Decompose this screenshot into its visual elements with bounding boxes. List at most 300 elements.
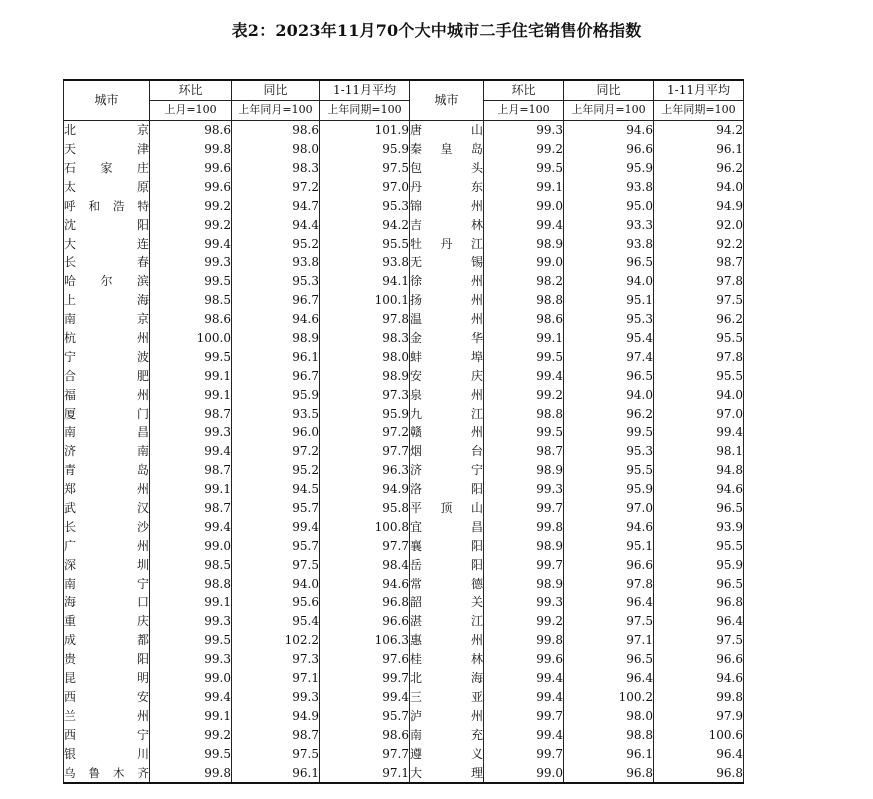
left-avg-cell: 97.6 [320,650,410,669]
left-avg-cell: 96.6 [320,612,410,631]
left-city-cell: 长 春 [64,253,150,272]
table-row [64,423,744,442]
left-yoy-cell: 96.7 [232,366,320,385]
table-row [64,612,744,631]
left-city-cell: 厦 门 [64,404,150,423]
right-mom-cell: 99.4 [484,215,564,234]
left-mom-cell: 99.4 [150,442,232,461]
right-yoy-cell: 96.5 [564,366,654,385]
left-yoy-cell: 96.0 [232,423,320,442]
left-city-cell: 成 都 [64,631,150,650]
left-mom-cell: 98.7 [150,499,232,518]
right-avg-cell: 98.7 [654,253,744,272]
left-avg-cell: 95.9 [320,404,410,423]
header-yoy: 同比 [564,80,654,100]
left-yoy-cell: 96.1 [232,347,320,366]
right-mom-cell: 98.9 [484,234,564,253]
left-yoy-cell: 94.4 [232,215,320,234]
left-yoy-cell: 94.5 [232,480,320,499]
table-row [64,310,744,329]
left-avg-cell: 93.8 [320,253,410,272]
left-city-cell: 杭 州 [64,329,150,348]
right-mom-cell: 99.0 [484,763,564,783]
right-mom-cell: 99.4 [484,366,564,385]
table-row [64,234,744,253]
left-avg-cell: 97.5 [320,159,410,178]
right-yoy-cell: 93.3 [564,215,654,234]
right-city-cell: 南 充 [410,725,484,744]
left-yoy-cell: 94.0 [232,574,320,593]
right-city-cell: 唐 山 [410,120,484,139]
header-avg: 1-11月平均 [320,80,410,100]
left-yoy-cell: 95.3 [232,272,320,291]
right-yoy-cell: 96.5 [564,650,654,669]
left-avg-cell: 94.6 [320,574,410,593]
right-avg-cell: 97.5 [654,291,744,310]
right-mom-cell: 99.3 [484,593,564,612]
right-mom-cell: 99.3 [484,120,564,139]
table-row [64,329,744,348]
right-yoy-cell: 96.6 [564,555,654,574]
left-avg-cell: 98.0 [320,347,410,366]
right-yoy-cell: 96.1 [564,744,654,763]
left-city-cell: 南 宁 [64,574,150,593]
right-city-cell: 大 理 [410,763,484,783]
right-city-cell: 安 庆 [410,366,484,385]
left-city-cell: 西 宁 [64,725,150,744]
right-avg-cell: 95.5 [654,366,744,385]
right-yoy-cell: 96.2 [564,404,654,423]
left-city-cell: 天 津 [64,140,150,159]
table-row [64,706,744,725]
right-avg-cell: 95.5 [654,329,744,348]
table-title: 表2：2023年11月70个大中城市二手住宅销售价格指数 [231,21,642,40]
right-mom-cell: 99.0 [484,253,564,272]
right-yoy-cell: 97.4 [564,347,654,366]
right-avg-cell: 96.2 [654,159,744,178]
right-city-cell: 徐 州 [410,272,484,291]
right-avg-cell: 97.8 [654,347,744,366]
left-yoy-cell: 102.2 [232,631,320,650]
right-mom-cell: 99.1 [484,177,564,196]
right-city-cell: 泉 州 [410,385,484,404]
right-avg-cell: 97.5 [654,631,744,650]
right-avg-cell: 93.9 [654,517,744,536]
left-yoy-cell: 97.5 [232,555,320,574]
left-yoy-cell: 95.4 [232,612,320,631]
left-mom-cell: 99.6 [150,177,232,196]
right-mom-cell: 99.5 [484,423,564,442]
right-city-cell: 蚌 埠 [410,347,484,366]
right-avg-cell: 92.2 [654,234,744,253]
table-row [64,159,744,178]
right-city-cell: 泸 州 [410,706,484,725]
left-city-cell: 呼和浩特 [64,196,150,215]
table-row [64,763,744,783]
header-city: 城市 [64,80,150,120]
right-city-cell: 赣 州 [410,423,484,442]
right-mom-cell: 99.4 [484,725,564,744]
left-yoy-cell: 97.5 [232,744,320,763]
left-city-cell: 重 庆 [64,612,150,631]
right-yoy-cell: 93.8 [564,177,654,196]
table-row [64,574,744,593]
right-mom-cell: 99.0 [484,196,564,215]
left-avg-cell: 98.9 [320,366,410,385]
right-yoy-cell: 95.1 [564,536,654,555]
left-mom-cell: 98.6 [150,310,232,329]
left-yoy-cell: 98.7 [232,725,320,744]
right-city-cell: 牡丹江 [410,234,484,253]
table-row [64,291,744,310]
right-city-cell: 三 亚 [410,688,484,707]
left-avg-cell: 94.2 [320,215,410,234]
right-mom-cell: 98.8 [484,404,564,423]
left-avg-cell: 95.9 [320,140,410,159]
left-mom-cell: 99.5 [150,744,232,763]
left-avg-cell: 97.1 [320,763,410,783]
left-yoy-cell: 95.7 [232,499,320,518]
right-mom-cell: 99.6 [484,650,564,669]
left-mom-cell: 99.1 [150,385,232,404]
left-yoy-cell: 97.2 [232,177,320,196]
left-mom-cell: 98.5 [150,555,232,574]
left-mom-cell: 99.0 [150,536,232,555]
right-city-cell: 九 江 [410,404,484,423]
table-row [64,688,744,707]
right-mom-cell: 99.7 [484,499,564,518]
left-city-cell: 海 口 [64,593,150,612]
header-mom: 环比 [150,80,232,100]
right-yoy-cell: 96.4 [564,669,654,688]
right-avg-cell: 94.9 [654,196,744,215]
right-avg-cell: 96.5 [654,574,744,593]
table-row [64,461,744,480]
right-avg-cell: 100.6 [654,725,744,744]
table-row [64,593,744,612]
right-avg-cell: 96.6 [654,650,744,669]
right-mom-cell: 99.5 [484,159,564,178]
right-yoy-cell: 95.3 [564,310,654,329]
right-yoy-cell: 94.0 [564,385,654,404]
right-yoy-cell: 95.5 [564,461,654,480]
table-row [64,744,744,763]
left-avg-cell: 98.3 [320,329,410,348]
right-yoy-cell: 100.2 [564,688,654,707]
left-yoy-cell: 97.2 [232,442,320,461]
header-avg-base: 上年同期=100 [654,100,744,120]
right-mom-cell: 99.4 [484,688,564,707]
left-avg-cell: 96.3 [320,461,410,480]
right-avg-cell: 98.1 [654,442,744,461]
left-yoy-cell: 97.1 [232,669,320,688]
right-mom-cell: 99.7 [484,555,564,574]
right-mom-cell: 98.9 [484,461,564,480]
left-avg-cell: 95.3 [320,196,410,215]
header-city: 城市 [410,80,484,120]
right-mom-cell: 99.8 [484,631,564,650]
right-city-cell: 岳 阳 [410,555,484,574]
right-mom-cell: 98.8 [484,291,564,310]
left-mom-cell: 99.5 [150,631,232,650]
right-yoy-cell: 94.6 [564,517,654,536]
right-avg-cell: 94.0 [654,385,744,404]
right-city-cell: 吉 林 [410,215,484,234]
right-avg-cell: 94.0 [654,177,744,196]
left-avg-cell: 95.5 [320,234,410,253]
left-avg-cell: 106.3 [320,631,410,650]
left-yoy-cell: 98.3 [232,159,320,178]
table-header [64,80,744,120]
right-city-cell: 金 华 [410,329,484,348]
left-mom-cell: 99.8 [150,140,232,159]
right-city-cell: 烟 台 [410,442,484,461]
right-city-cell: 韶 关 [410,593,484,612]
table-row [64,499,744,518]
left-avg-cell: 98.4 [320,555,410,574]
right-city-cell: 湛 江 [410,612,484,631]
left-mom-cell: 99.1 [150,480,232,499]
right-mom-cell: 99.4 [484,669,564,688]
left-city-cell: 深 圳 [64,555,150,574]
left-city-cell: 贵 阳 [64,650,150,669]
right-city-cell: 锦 州 [410,196,484,215]
left-yoy-cell: 98.6 [232,120,320,139]
table-row [64,669,744,688]
left-avg-cell: 94.1 [320,272,410,291]
left-yoy-cell: 99.3 [232,688,320,707]
header-avg: 1-11月平均 [654,80,744,100]
right-yoy-cell: 94.0 [564,272,654,291]
left-city-cell: 宁 波 [64,347,150,366]
right-city-cell: 宜 昌 [410,517,484,536]
right-yoy-cell: 95.0 [564,196,654,215]
right-mom-cell: 99.7 [484,744,564,763]
left-yoy-cell: 95.7 [232,536,320,555]
right-yoy-cell: 97.8 [564,574,654,593]
left-city-cell: 福 州 [64,385,150,404]
left-city-cell: 广 州 [64,536,150,555]
left-avg-cell: 97.3 [320,385,410,404]
right-city-cell: 扬 州 [410,291,484,310]
table-row [64,366,744,385]
right-yoy-cell: 95.3 [564,442,654,461]
left-yoy-cell: 99.4 [232,517,320,536]
left-city-cell: 武 汉 [64,499,150,518]
left-avg-cell: 95.8 [320,499,410,518]
left-mom-cell: 99.2 [150,215,232,234]
left-avg-cell: 95.7 [320,706,410,725]
right-avg-cell: 96.1 [654,140,744,159]
left-mom-cell: 99.3 [150,650,232,669]
table-row [64,347,744,366]
left-city-cell: 济 南 [64,442,150,461]
right-yoy-cell: 96.4 [564,593,654,612]
left-mom-cell: 99.1 [150,366,232,385]
right-city-cell: 桂 林 [410,650,484,669]
header-avg-base: 上年同期=100 [320,100,410,120]
left-avg-cell: 98.6 [320,725,410,744]
right-mom-cell: 98.2 [484,272,564,291]
left-city-cell: 青 岛 [64,461,150,480]
header-mom-base: 上月=100 [484,100,564,120]
right-city-cell: 济 宁 [410,461,484,480]
left-city-cell: 北 京 [64,120,150,139]
right-avg-cell: 99.4 [654,423,744,442]
right-mom-cell: 99.2 [484,140,564,159]
left-yoy-cell: 93.8 [232,253,320,272]
left-mom-cell: 99.1 [150,593,232,612]
right-avg-cell: 96.2 [654,310,744,329]
left-city-cell: 沈 阳 [64,215,150,234]
right-avg-cell: 96.5 [654,499,744,518]
left-yoy-cell: 96.1 [232,763,320,783]
left-avg-cell: 97.7 [320,744,410,763]
left-city-cell: 石家庄 [64,159,150,178]
left-city-cell: 西 安 [64,688,150,707]
left-mom-cell: 99.5 [150,272,232,291]
left-mom-cell: 99.2 [150,725,232,744]
left-yoy-cell: 93.5 [232,404,320,423]
left-yoy-cell: 94.9 [232,706,320,725]
right-yoy-cell: 97.5 [564,612,654,631]
left-mom-cell: 98.8 [150,574,232,593]
left-yoy-cell: 95.2 [232,461,320,480]
table-row [64,253,744,272]
right-city-cell: 包 头 [410,159,484,178]
right-city-cell: 常 德 [410,574,484,593]
right-mom-cell: 99.8 [484,517,564,536]
left-city-cell: 银 川 [64,744,150,763]
left-avg-cell: 96.8 [320,593,410,612]
right-yoy-cell: 93.8 [564,234,654,253]
right-avg-cell: 94.6 [654,480,744,499]
right-avg-cell: 97.0 [654,404,744,423]
right-city-cell: 丹 东 [410,177,484,196]
right-yoy-cell: 97.0 [564,499,654,518]
right-mom-cell: 98.9 [484,536,564,555]
left-mom-cell: 99.8 [150,763,232,783]
left-avg-cell: 97.0 [320,177,410,196]
right-avg-cell: 99.8 [654,688,744,707]
header-yoy-base: 上年同月=100 [232,100,320,120]
left-yoy-cell: 96.7 [232,291,320,310]
table-row [64,442,744,461]
left-city-cell: 郑 州 [64,480,150,499]
right-yoy-cell: 96.8 [564,763,654,783]
right-mom-cell: 98.6 [484,310,564,329]
left-city-cell: 长 沙 [64,517,150,536]
table-row [64,631,744,650]
left-yoy-cell: 94.7 [232,196,320,215]
left-mom-cell: 99.1 [150,706,232,725]
right-city-cell: 温 州 [410,310,484,329]
table-row [64,517,744,536]
right-avg-cell: 92.0 [654,215,744,234]
table-row [64,196,744,215]
left-yoy-cell: 95.9 [232,385,320,404]
table-row [64,177,744,196]
right-avg-cell: 94.6 [654,669,744,688]
right-avg-cell: 96.4 [654,744,744,763]
left-mom-cell: 98.7 [150,404,232,423]
left-mom-cell: 99.5 [150,347,232,366]
left-mom-cell: 98.5 [150,291,232,310]
right-avg-cell: 97.8 [654,272,744,291]
header-mom: 环比 [484,80,564,100]
right-yoy-cell: 97.1 [564,631,654,650]
left-city-cell: 太 原 [64,177,150,196]
table-row [64,272,744,291]
left-yoy-cell: 95.6 [232,593,320,612]
right-avg-cell: 95.5 [654,536,744,555]
right-avg-cell: 97.9 [654,706,744,725]
right-city-cell: 洛 阳 [410,480,484,499]
left-avg-cell: 97.7 [320,536,410,555]
left-mom-cell: 99.4 [150,517,232,536]
right-yoy-cell: 95.1 [564,291,654,310]
table-row [64,215,744,234]
right-yoy-cell: 98.0 [564,706,654,725]
header-yoy: 同比 [232,80,320,100]
table-row [64,404,744,423]
left-city-cell: 南 昌 [64,423,150,442]
right-city-cell: 秦皇岛 [410,140,484,159]
right-avg-cell: 94.8 [654,461,744,480]
right-city-cell: 襄 阳 [410,536,484,555]
left-yoy-cell: 97.3 [232,650,320,669]
right-avg-cell: 96.4 [654,612,744,631]
left-city-cell: 南 京 [64,310,150,329]
header-mom-base: 上月=100 [150,100,232,120]
table-row [64,650,744,669]
left-mom-cell: 98.7 [150,461,232,480]
left-avg-cell: 99.4 [320,688,410,707]
right-yoy-cell: 98.8 [564,725,654,744]
right-city-cell: 惠 州 [410,631,484,650]
left-mom-cell: 99.6 [150,159,232,178]
left-avg-cell: 97.7 [320,442,410,461]
left-mom-cell: 99.0 [150,669,232,688]
right-city-cell: 北 海 [410,669,484,688]
right-city-cell: 平顶山 [410,499,484,518]
left-mom-cell: 99.2 [150,196,232,215]
right-mom-cell: 98.9 [484,574,564,593]
table-row [64,725,744,744]
left-mom-cell: 99.3 [150,423,232,442]
left-avg-cell: 97.8 [320,310,410,329]
right-yoy-cell: 96.5 [564,253,654,272]
right-yoy-cell: 95.9 [564,159,654,178]
header-yoy-base: 上年同月=100 [564,100,654,120]
right-city-cell: 遵 义 [410,744,484,763]
right-yoy-cell: 95.4 [564,329,654,348]
right-yoy-cell: 95.9 [564,480,654,499]
left-avg-cell: 101.9 [320,120,410,139]
table-row [64,555,744,574]
right-mom-cell: 99.2 [484,385,564,404]
left-yoy-cell: 95.2 [232,234,320,253]
left-city-cell: 大 连 [64,234,150,253]
left-city-cell: 上 海 [64,291,150,310]
left-mom-cell: 98.6 [150,120,232,139]
left-mom-cell: 100.0 [150,329,232,348]
right-mom-cell: 99.2 [484,612,564,631]
left-yoy-cell: 98.0 [232,140,320,159]
left-yoy-cell: 98.9 [232,329,320,348]
left-mom-cell: 99.3 [150,612,232,631]
left-city-cell: 合 肥 [64,366,150,385]
